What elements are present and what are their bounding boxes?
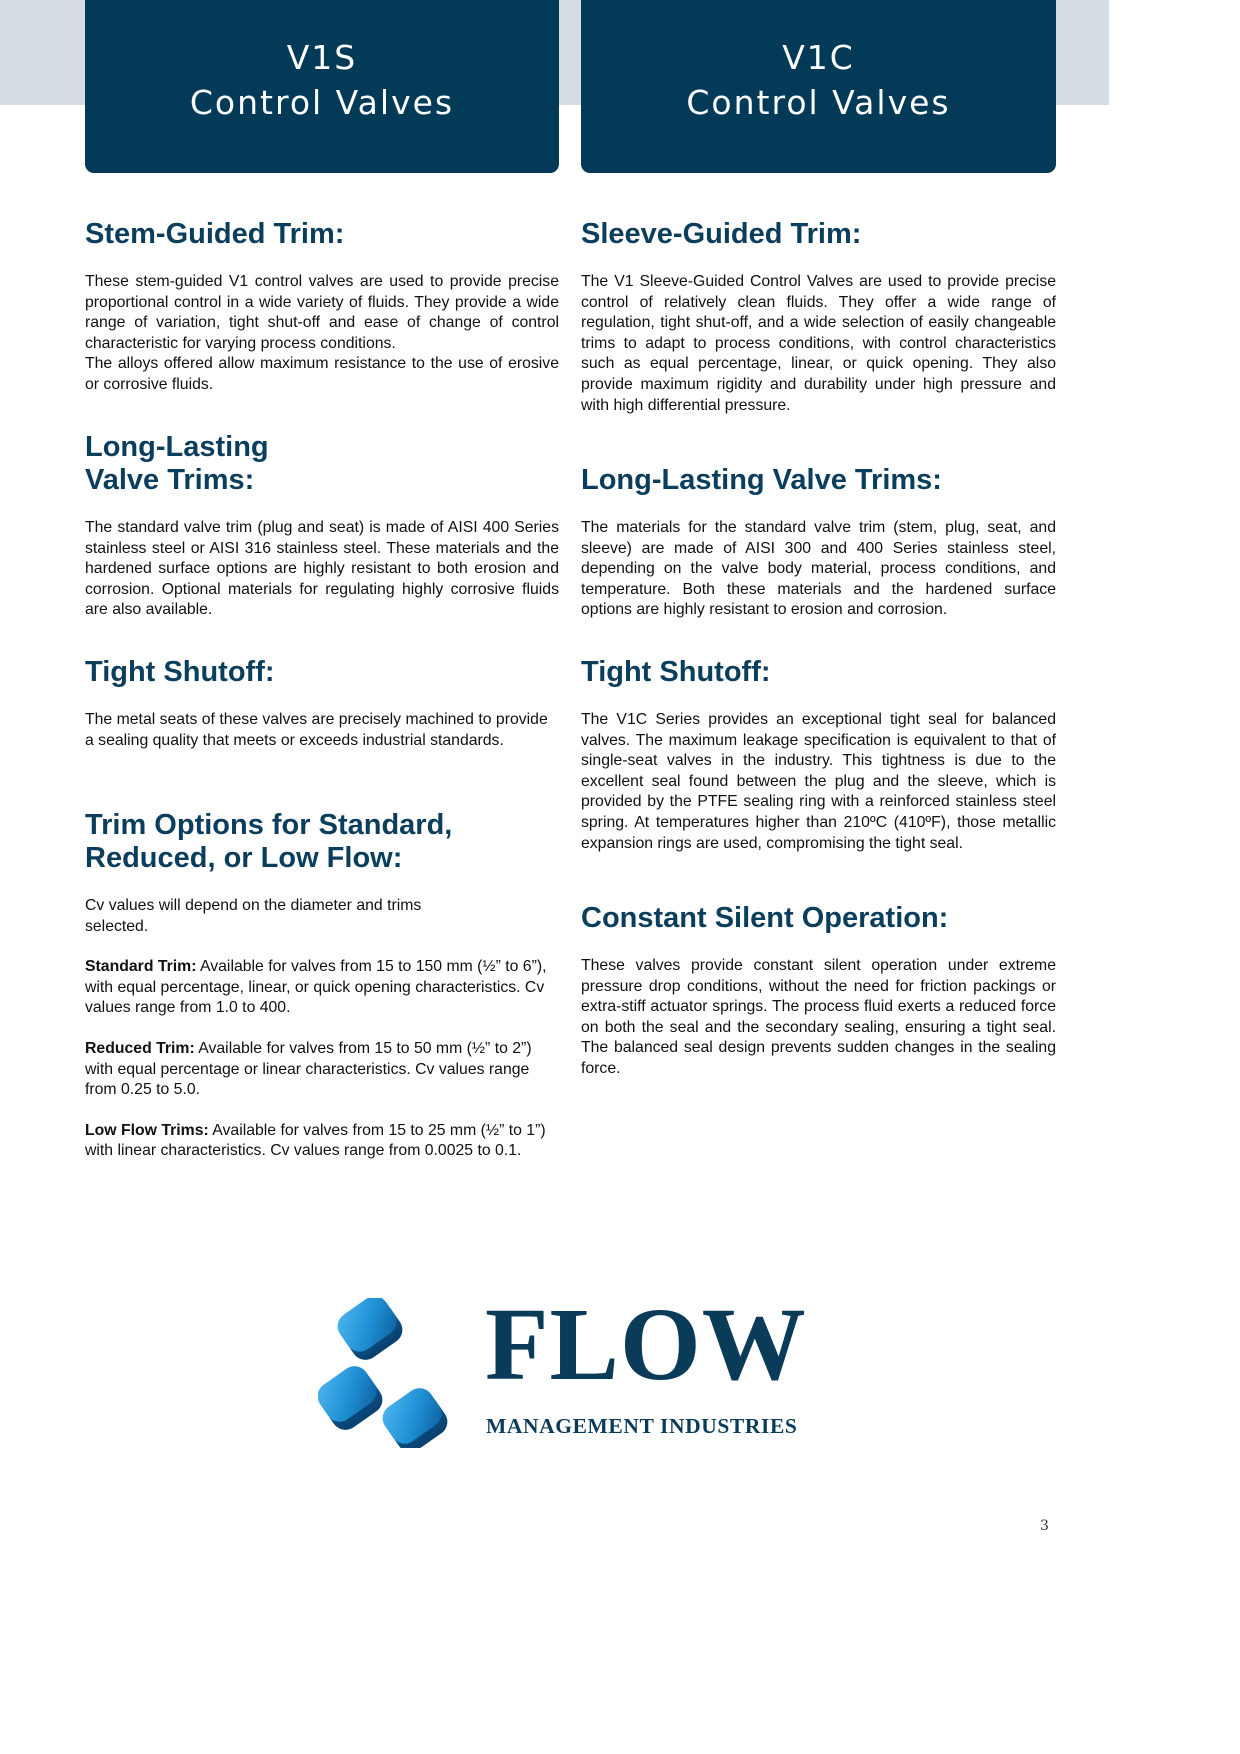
heading-line: Trim Options for Standard, — [85, 809, 453, 841]
trim-text: Available for valves from 15 to 50 mm (½” to 2”) with equal percentage or linear characteristics. Cv values range from 0.25 to 5.0. — [85, 1039, 532, 1099]
logo-tagline: MANAGEMENT INDUSTRIES — [486, 1414, 798, 1438]
tight-shutoff-section — [581, 656, 1056, 854]
heading-line: Valve Trims: — [85, 464, 255, 496]
v1s-header-model: V1S — [286, 38, 358, 77]
paragraph: These valves provide constant silent operation under extreme pressure drop conditions, without the need for friction packings or extra-stiff actuator springs. The process fluid exerts a reduced force on both the seal and the secondary sealing, ensuring a tight seal. The balanced seal design prevents sudden changes in the sealing force. — [581, 957, 1056, 1077]
sleeve-guided-section — [581, 218, 1056, 416]
section-heading: Sleeve-Guided Trim: — [581, 218, 862, 250]
v1s-header-subtitle: Control Valves — [189, 83, 455, 122]
cube-shape — [332, 1298, 408, 1365]
section-heading: Long-Lasting Valve Trims: — [581, 464, 942, 496]
trim-label: Standard Trim: — [85, 958, 197, 976]
section-heading: Stem-Guided Trim: — [85, 218, 345, 250]
reduced-trim-paragraph — [85, 1039, 559, 1101]
section-heading: Tight Shutoff: — [85, 656, 275, 688]
v1c-header — [581, 0, 1056, 173]
long-lasting-section — [85, 431, 559, 621]
tight-shutoff-section — [85, 656, 559, 751]
page-number: 3 — [1040, 1518, 1049, 1534]
section-heading: Tight Shutoff: — [581, 656, 771, 688]
v1c-header-model: V1C — [782, 38, 855, 77]
paragraph: The V1 Sleeve-Guided Control Valves are used to provide precise control of relatively clean fluids. They offer a wide range of regulation, tight shut-off, and a wide selection of easily changeable trims to adapt to process conditions, with control characteristics such as equal percentage, linear, or quick opening. They also provide maximum rigidity and durability under high pressure and with high differential pressure. — [581, 273, 1056, 414]
cube-shape — [377, 1383, 453, 1448]
trim-label: Low Flow Trims: — [85, 1121, 209, 1139]
heading-line: Reduced, or Low Flow: — [85, 842, 403, 874]
long-lasting-section — [581, 464, 1056, 621]
paragraph: These stem-guided V1 control valves are used to provide precise proportional control in a wide variety of fluids. They provide a wide range of variation, tight shut-off and ease of change of control characteristic for varying process conditions. — [85, 273, 559, 352]
cube-shape — [318, 1361, 388, 1436]
company-logo — [318, 1287, 830, 1448]
paragraph: The materials for the standard valve trim (stem, plug, seat, and sleeve) are made of AISI 300 and 400 Series stainless steel, depending on the valve body material, process conditions, and temperature. Both these materials and the hardened surface options are highly resistant to erosion and corrosion. — [581, 519, 1056, 619]
heading-line: Long-Lasting — [85, 431, 269, 463]
paragraph: The alloys offered allow maximum resistance to the use of erosive or corrosive fluids. — [85, 355, 559, 393]
stem-guided-section — [85, 218, 559, 396]
silent-operation-section — [581, 902, 1056, 1080]
section-heading — [85, 431, 559, 497]
section-heading: Constant Silent Operation: — [581, 902, 949, 934]
v1c-header-subtitle: Control Valves — [686, 83, 951, 122]
trim-text: Available for valves from 15 to 150 mm (½” to 6”), with equal percentage, linear, or quick opening characteristics. Cv values range from 1.0 to 400. — [85, 958, 547, 1017]
paragraph: Cv values will depend on the diameter and trims selected. — [85, 897, 422, 935]
section-heading — [85, 809, 559, 875]
low-flow-trim-paragraph — [85, 1121, 559, 1162]
logo-wordmark: FLOW — [485, 1287, 807, 1402]
trim-label: Reduced Trim: — [85, 1039, 195, 1057]
trim-text: Available for valves from 15 to 25 mm (½” to 1”) with linear characteristics. Cv values range from 0.0025 to 0.1. — [85, 1121, 546, 1160]
paragraph: The metal seats of these valves are precisely machined to provide a sealing quality that meets or exceeds industrial standards. — [85, 711, 548, 749]
logo-mark-icon — [318, 1298, 478, 1448]
standard-trim-paragraph — [85, 957, 559, 1019]
v1s-header — [85, 0, 559, 173]
paragraph: The V1C Series provides an exceptional tight seal for balanced valves. The maximum leakage specification is equivalent to that of single-seat valves in the industry. This tightness is due to the excellent seal found between the plug and the sleeve, which is provided by the PTFE sealing ring with a reinforced stainless steel spring. At temperatures higher than 210ºC (410ºF), those metallic expansion rings are used, compromising the tight seal. — [581, 711, 1056, 852]
trim-options-section — [85, 809, 559, 1162]
paragraph: The standard valve trim (plug and seat) is made of AISI 400 Series stainless steel or AISI 316 stainless steel. These materials and the hardened surface options are highly resistant to both erosion and corrosion. Optional materials for regulating highly corrosive fluids are also available. — [85, 519, 559, 619]
